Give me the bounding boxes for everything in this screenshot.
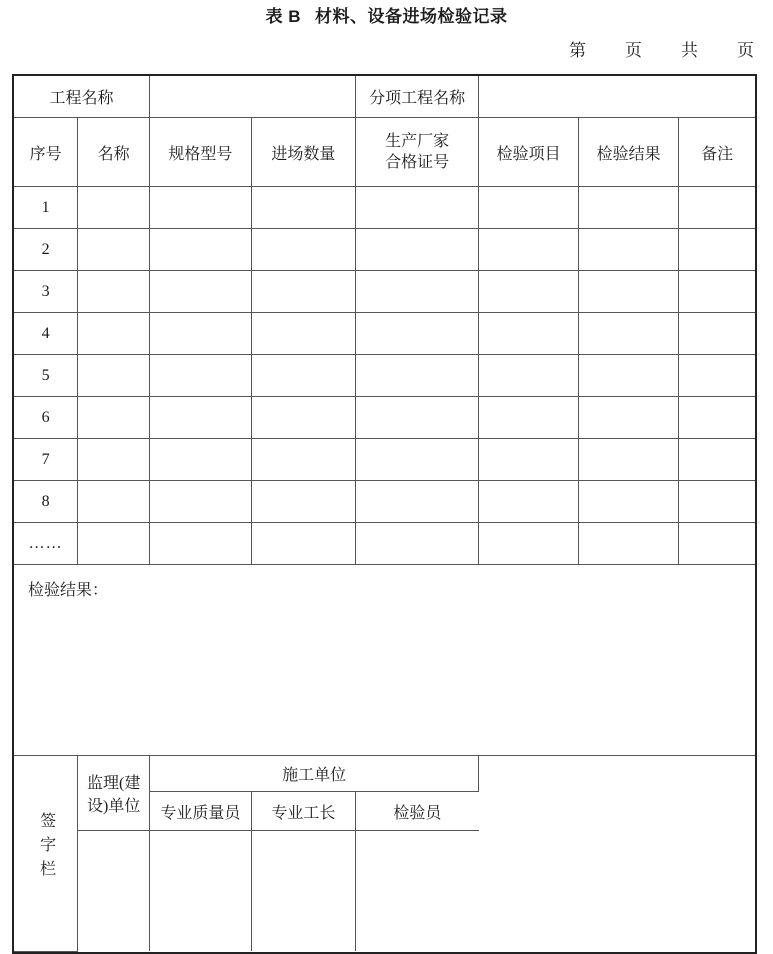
row-cell-name[interactable] [78, 229, 150, 271]
row-cell-quantity[interactable] [251, 397, 355, 439]
sub-project-name-label: 分项工程名称 [356, 76, 479, 118]
column-header-inspection-item: 检验项目 [479, 118, 579, 187]
row-cell-remark[interactable] [679, 355, 755, 397]
row-cell-name[interactable] [78, 397, 150, 439]
row-cell-quantity[interactable] [251, 481, 355, 523]
row-cell-remark[interactable] [679, 481, 755, 523]
row-number: 8 [14, 481, 78, 523]
row-number: 1 [14, 187, 78, 229]
column-header-manufacturer-cert [356, 118, 479, 187]
table-row[interactable] [14, 397, 755, 439]
row-cell-result[interactable] [579, 523, 679, 565]
table-header-row [14, 118, 755, 187]
row-cell-spec[interactable] [150, 313, 252, 355]
row-cell-name[interactable] [78, 481, 150, 523]
row-cell-spec[interactable] [150, 355, 252, 397]
row-cell-name[interactable] [78, 355, 150, 397]
row-cell-name[interactable] [78, 187, 150, 229]
row-cell-quantity[interactable] [251, 523, 355, 565]
row-number: 6 [14, 397, 78, 439]
table-row[interactable] [14, 439, 755, 481]
signature-blank-row [14, 831, 755, 952]
row-cell-result[interactable] [579, 187, 679, 229]
row-cell-spec[interactable] [150, 229, 252, 271]
row-cell-item[interactable] [479, 523, 579, 565]
row-cell-manufacturer[interactable] [356, 313, 479, 355]
page-total-unit-label: 页 [737, 41, 755, 60]
row-number: 4 [14, 313, 78, 355]
row-cell-name[interactable] [78, 439, 150, 481]
inspection-record-table [12, 74, 757, 954]
row-cell-remark[interactable] [679, 439, 755, 481]
row-cell-quantity[interactable] [251, 229, 355, 271]
table-row[interactable] [14, 355, 755, 397]
column-header-cert-number: 合格证号 [385, 154, 450, 171]
row-cell-quantity[interactable] [251, 439, 355, 481]
row-cell-manufacturer[interactable] [356, 187, 479, 229]
column-header-spec-model: 规格型号 [150, 118, 252, 187]
row-cell-remark[interactable] [679, 397, 755, 439]
page-current-label: 第 [569, 41, 587, 60]
project-name-value[interactable] [150, 76, 356, 118]
row-cell-spec[interactable] [150, 397, 252, 439]
row-cell-item[interactable] [479, 313, 579, 355]
row-number: 3 [14, 271, 78, 313]
page-title-label: 表 B [265, 7, 301, 26]
row-cell-result[interactable] [579, 355, 679, 397]
row-cell-name[interactable] [78, 523, 150, 565]
row-cell-manufacturer[interactable] [356, 481, 479, 523]
project-name-label: 工程名称 [14, 76, 150, 118]
row-cell-name[interactable] [78, 313, 150, 355]
column-header-name: 名称 [78, 118, 150, 187]
page-title-text: 材料、设备进场检验记录 [315, 7, 508, 26]
row-cell-spec[interactable] [150, 439, 252, 481]
row-cell-name[interactable] [78, 271, 150, 313]
row-cell-manufacturer[interactable] [356, 523, 479, 565]
row-cell-manufacturer[interactable] [356, 271, 479, 313]
page-total-label: 共 [681, 41, 699, 60]
table-row[interactable] [14, 271, 755, 313]
inspector-signature[interactable] [356, 831, 479, 952]
row-cell-quantity[interactable] [251, 271, 355, 313]
row-cell-result[interactable] [579, 229, 679, 271]
row-cell-manufacturer[interactable] [356, 439, 479, 481]
row-cell-manufacturer[interactable] [356, 355, 479, 397]
column-header-manufacturer: 生产厂家 [385, 133, 450, 150]
row-cell-spec[interactable] [150, 187, 252, 229]
row-cell-result[interactable] [579, 439, 679, 481]
row-cell-quantity[interactable] [251, 355, 355, 397]
table-row[interactable] [14, 229, 755, 271]
row-cell-item[interactable] [479, 271, 579, 313]
row-cell-item[interactable] [479, 481, 579, 523]
column-header-remark: 备注 [679, 118, 755, 187]
row-cell-spec[interactable] [150, 523, 252, 565]
row-cell-manufacturer[interactable] [356, 397, 479, 439]
row-cell-remark[interactable] [679, 313, 755, 355]
signature-column-label [14, 756, 78, 952]
row-cell-result[interactable] [579, 313, 679, 355]
sub-project-name-value[interactable] [479, 76, 755, 118]
row-cell-quantity[interactable] [251, 313, 355, 355]
supervision-unit-label: 监理(建设)单位 [78, 756, 150, 831]
column-header-quantity: 进场数量 [251, 118, 355, 187]
page-title [0, 0, 773, 28]
row-cell-result[interactable] [579, 397, 679, 439]
row-cell-item[interactable] [479, 397, 579, 439]
column-header-inspection-result: 检验结果 [579, 118, 679, 187]
row-cell-item[interactable] [479, 439, 579, 481]
row-number: 2 [14, 229, 78, 271]
supervision-unit-signature[interactable] [78, 831, 150, 952]
row-cell-manufacturer[interactable] [356, 229, 479, 271]
row-cell-result[interactable] [579, 481, 679, 523]
row-cell-remark[interactable] [679, 523, 755, 565]
row-cell-quantity[interactable] [251, 187, 355, 229]
row-cell-item[interactable] [479, 355, 579, 397]
row-cell-spec[interactable] [150, 481, 252, 523]
row-cell-spec[interactable] [150, 271, 252, 313]
row-cell-item[interactable] [479, 187, 579, 229]
construction-unit-label: 施工单位 [150, 756, 479, 792]
role-label-foreman: 专业工长 [251, 792, 355, 831]
table-row[interactable] [14, 313, 755, 355]
page-unit-label: 页 [625, 41, 643, 60]
table-row-ellipsis[interactable] [14, 523, 755, 565]
row-cell-remark[interactable] [679, 229, 755, 271]
row-cell-remark[interactable] [679, 187, 755, 229]
role-label-quality-inspector: 专业质量员 [150, 792, 252, 831]
table-row[interactable] [14, 187, 755, 229]
page-number-line [0, 28, 773, 62]
row-cell-remark[interactable] [679, 271, 755, 313]
foreman-signature[interactable] [251, 831, 355, 952]
project-info-row [14, 76, 755, 118]
signature-column-label-text: 签字栏 [37, 811, 55, 884]
row-number: 7 [14, 439, 78, 481]
column-header-no: 序号 [14, 118, 78, 187]
row-cell-result[interactable] [579, 271, 679, 313]
quality-inspector-signature[interactable] [150, 831, 252, 952]
row-number: 5 [14, 355, 78, 397]
table-row[interactable] [14, 481, 755, 523]
inspection-result-block-row [14, 565, 755, 756]
row-number-ellipsis: …… [14, 523, 78, 565]
role-label-inspector: 检验员 [356, 792, 479, 831]
row-cell-item[interactable] [479, 229, 579, 271]
inspection-result-label[interactable]: 检验结果： [14, 565, 755, 756]
signature-header-row [14, 756, 755, 792]
